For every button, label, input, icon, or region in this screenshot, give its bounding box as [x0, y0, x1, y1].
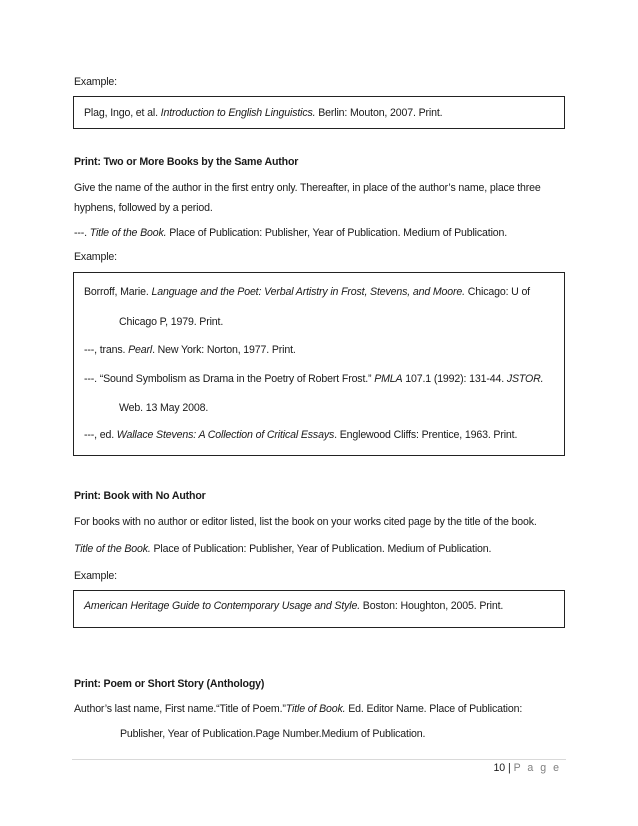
- citation-database: JSTOR.: [506, 373, 544, 385]
- format-title: Title of the Book.: [89, 227, 167, 239]
- footer-separator: |: [508, 762, 511, 774]
- citation-entry: [84, 285, 530, 299]
- section-heading: Print: Two or More Books by the Same Author: [74, 156, 299, 168]
- example-box: [73, 96, 565, 129]
- example-box: [73, 590, 565, 628]
- citation-entry: [84, 106, 442, 120]
- citation-rest: . Englewood Cliffs: Prentice, 1963. Print.: [334, 429, 518, 441]
- format-template: [74, 226, 507, 240]
- format-template: [74, 702, 522, 716]
- format-title: Title of Book.: [285, 703, 346, 715]
- citation-rest: Berlin: Mouton, 2007. Print.: [315, 107, 443, 119]
- body-text: Give the name of the author in the first entry only. Thereafter, in place of the author’s name, place three: [74, 182, 541, 194]
- citation-rest: Chicago: U of: [464, 286, 530, 298]
- example-box: [73, 272, 565, 456]
- page-label: P a g e: [513, 762, 561, 774]
- citation-entry: [84, 428, 517, 442]
- citation-author: Borroff, Marie.: [84, 286, 152, 298]
- citation-prefix: ---, trans.: [84, 344, 129, 356]
- citation-rest: 107.1 (1992): 131-44.: [402, 373, 507, 385]
- body-text: hyphens, followed by a period.: [74, 202, 213, 214]
- citation-title: American Heritage Guide to Contemporary Usage and Style.: [84, 600, 361, 612]
- citation-author: Plag, Ingo, et al.: [84, 107, 161, 119]
- citation-title: Introduction to English Linguistics.: [160, 107, 316, 119]
- citation-entry: [84, 343, 296, 357]
- citation-rest: Boston: Houghton, 2005. Print.: [360, 600, 504, 612]
- page-number: 10: [493, 762, 505, 774]
- footer-divider: [72, 759, 566, 760]
- format-title: Title of the Book.: [74, 543, 151, 555]
- citation-continuation: Chicago P, 1979. Print.: [119, 316, 224, 328]
- section-heading: Print: Poem or Short Story (Anthology): [74, 678, 265, 690]
- format-prefix: ---.: [74, 227, 90, 239]
- citation-rest: . New York: Norton, 1977. Print.: [152, 344, 296, 356]
- format-text: Ed. Editor Name. Place of Publication:: [345, 703, 523, 715]
- format-template: [74, 542, 491, 556]
- example-label: Example:: [74, 251, 117, 263]
- citation-title: Language and the Poet: Verbal Artistry in Frost, Stevens, and Moore.: [151, 286, 465, 298]
- citation-prefix: ---, ed.: [84, 429, 117, 441]
- citation-prefix: ---. “Sound Symbolism as Drama in the Poetry of Robert Frost.”: [84, 373, 375, 385]
- format-continuation: Publisher, Year of Publication.Page Number.Medium of Publication.: [120, 728, 426, 740]
- citation-title: Wallace Stevens: A Collection of Critical Essays: [116, 429, 335, 441]
- format-rest: Place of Publication: Publisher, Year of Publication. Medium of Publication.: [166, 227, 508, 239]
- format-text: Author’s last name, First name.“Title of Poem.”: [74, 703, 286, 715]
- citation-title: Pearl: [128, 344, 153, 356]
- example-label: Example:: [74, 76, 117, 88]
- section-heading: Print: Book with No Author: [74, 490, 206, 502]
- citation-continuation: Web. 13 May 2008.: [119, 402, 209, 414]
- citation-entry: [84, 372, 543, 386]
- page-footer: [494, 762, 561, 774]
- body-text: For books with no author or editor listed, list the book on your works cited page by the title of the book.: [74, 516, 537, 528]
- citation-journal: PMLA: [374, 373, 403, 385]
- citation-entry: [84, 599, 503, 613]
- format-rest: Place of Publication: Publisher, Year of Publication. Medium of Publication.: [150, 543, 492, 555]
- example-label: Example:: [74, 570, 117, 582]
